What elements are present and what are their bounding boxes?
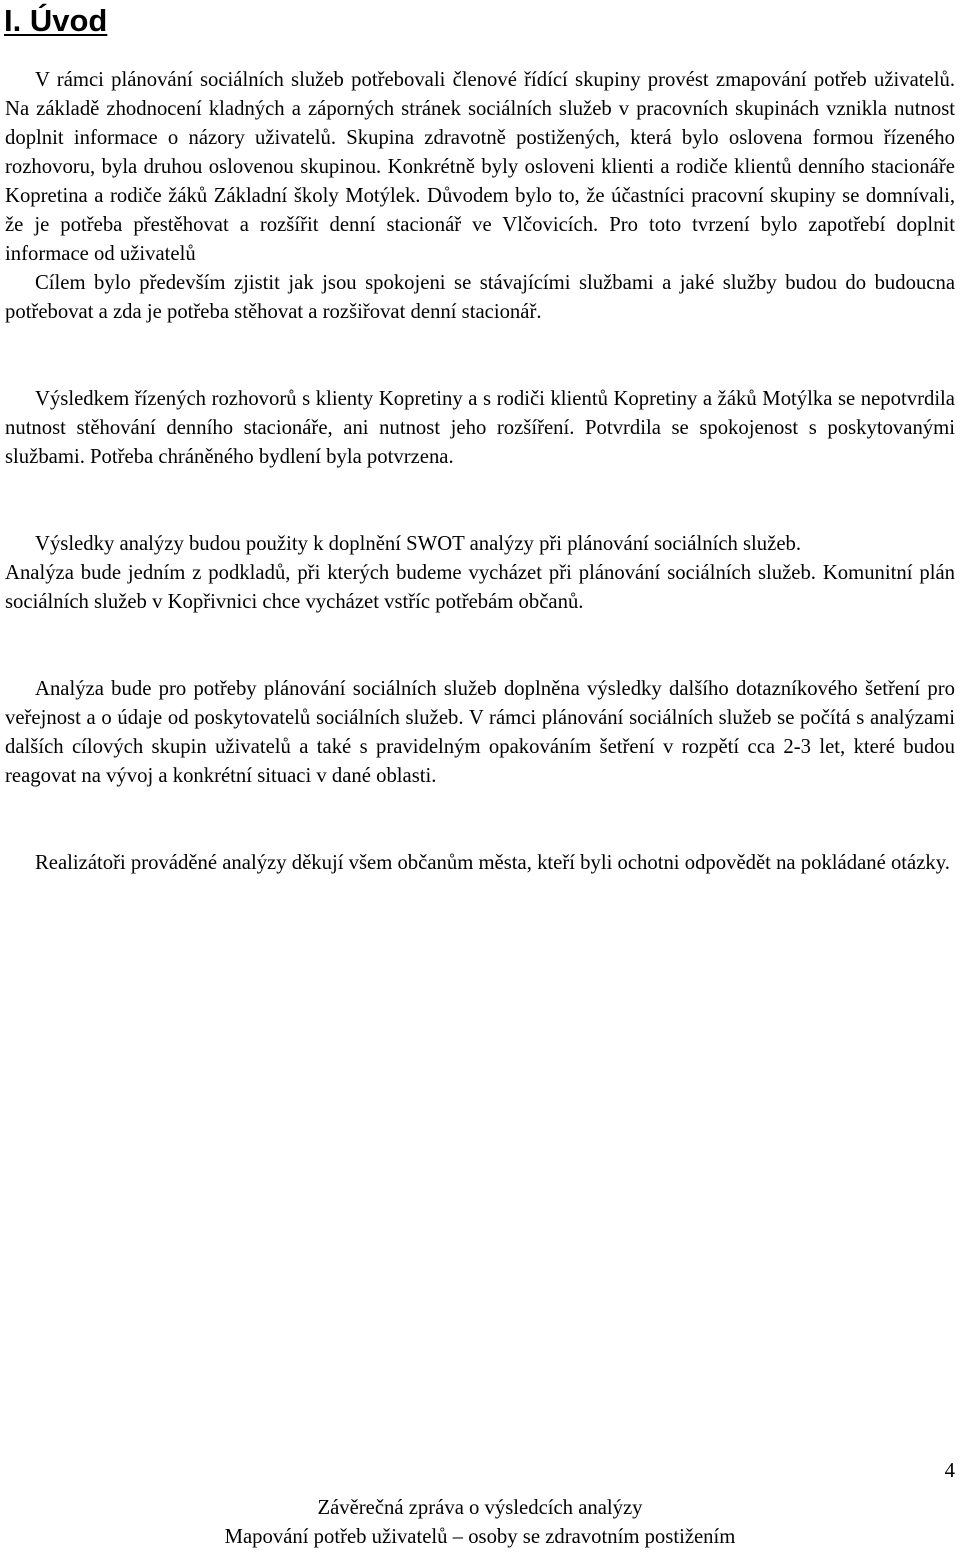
thanks-section bbox=[5, 849, 955, 878]
intro-paragraph: V rámci plánování sociálních služeb potřebovali členové řídící skupiny provést zmapování potřeb uživatelů. Na základě zhodnocení kladných a záporných stránek sociálních služeb v pracovních skupinách vznikla nutnost doplnit informace o názory uživatelů. Skupina zdravotně postižených, která bylo oslovena formou řízeného rozhovoru, byla druhou oslovenou skupinou. Konkrétně byly osloveni klienti a rodiče klientů denního stacionáře Kopretina a rodiče žáků Základní školy Motýlek. Důvodem bylo to, že účastníci pracovní skupiny se domnívali, že je potřeba přestěhovat a rozšířit denní stacionář ve Vlčovicích. Pro toto tvrzení bylo zapotřebí doplnit informace od uživatelů bbox=[5, 69, 955, 265]
goal-paragraph: Cílem bylo především zjistit jak jsou spokojeni se stávajícími službami a jaké služby budou do budoucna potřebovat a zda je potřeba stěhovat a rozšiřovat denní stacionář. bbox=[5, 272, 955, 323]
usage-section bbox=[5, 530, 955, 617]
thanks-paragraph: Realizátoři prováděné analýzy děkují všem občanům města, kteří byli ochotni odpovědět na pokládané otázky. bbox=[35, 852, 950, 874]
usage-paragraph: Výsledky analýzy budou použity k doplnění SWOT analýzy při plánování sociálních služeb. bbox=[35, 533, 802, 555]
page-number: 4 bbox=[944, 1460, 955, 1482]
further-analysis-paragraph: Analýza bude pro potřeby plánování sociálních služeb doplněna výsledky dalšího dotazníkového šetření pro veřejnost a o údaje od poskytovatelů sociálních služeb. V rámci plánování sociálních služeb se počítá s analýzami dalších cílových skupin uživatelů a také s pravidelným opakováním šetření v rozpětí cca 2-3 let, které budou reagovat na vývoj a konkrétní situaci v dané oblasti. bbox=[5, 678, 955, 787]
footer-report-subtitle: Mapování potřeb uživatelů – osoby se zdravotním postižením bbox=[224, 1526, 736, 1548]
further-analysis-section bbox=[5, 675, 955, 791]
results-paragraph: Výsledkem řízených rozhovorů s klienty Kopretiny a s rodiči klientů Kopretiny a žáků Motýlka se nepotvrdila nutnost stěhování denního stacionáře, ani nutnost jeho rozšíření. Potvrdila se spokojenost s poskytovanými službami. Potřeba chráněného bydlení byla potvrzena. bbox=[5, 388, 955, 468]
intro-section bbox=[5, 66, 955, 327]
footer-report-title: Závěrečná zpráva o výsledcích analýzy bbox=[317, 1497, 643, 1519]
page-heading: I. Úvod bbox=[4, 3, 108, 38]
basis-paragraph: Analýza bude jedním z podkladů, při kterých budeme vycházet při plánování sociálních služeb. Komunitní plán sociálních služeb v Kopřivnici chce vycházet vstříc potřebám občanů. bbox=[5, 562, 955, 613]
results-section bbox=[5, 385, 955, 472]
